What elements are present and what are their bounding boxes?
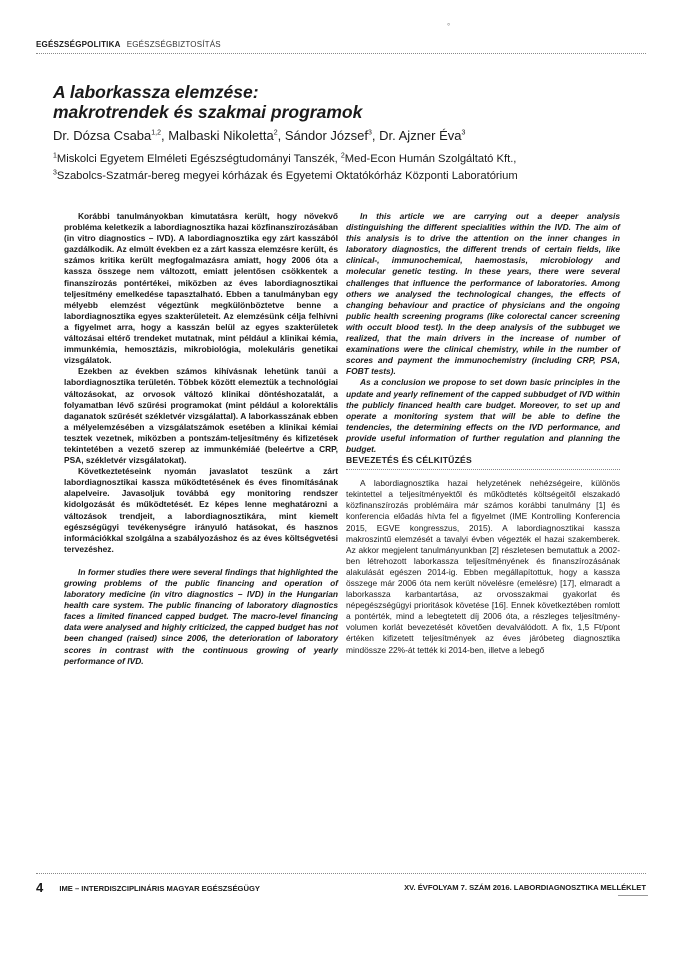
scan-mark-line <box>618 895 648 896</box>
body-paragraph: A labordiagnosztika hazai helyzetének nehézségeire, különös tekintettel a teljesítményektől és működtetés költségeitől elszakadó közfinanszírozás problémáira már számos korábbi tanulmány [1] és konferencia előadás hívta fel a figyelmet (IME Kontrolling Konferencia 2015, EGVE kongresszus, 2015). A labordiagnosztikai kassza makroszintű elemzését a tavalyi évben végezték el hazai szakemberek. Az akkor megjelent tanulmányunkban [2] részletesen bemutattuk a 2002-ben létrehozott laborkassza teljesítményének és finanszírozásának alakulását egészen 2014-ig. Ebben megállapítottuk, hogy a kassza összege már 2006 óta nem került növelésre (emelésre) [17], elmaradt a laborkassza karbantartása, az orvosszakmai gyakorlat és népegészségügyi prioritások követése [16]. Ennek következtében romlott a pontérték, mind a lebegtetett díj 2006 óta, a részleges teljesítmény-volumen korlát bevezetését követően devalválódott. A fix, 1,5 Ft/pont értéken kifizetett teljesítmények az éves járóbeteg diagnosztika mindössze 22%-át tették ki 2014-ben, illetve a lebegő <box>346 478 620 655</box>
affil-number: 2 <box>340 152 345 160</box>
issue-info: XV. ÉVFOLYAM 7. SZÁM 2016. LABORDIAGNOSZTIKA MELLÉKLET <box>404 883 646 892</box>
body-text <box>346 478 620 656</box>
author-affil-ref: 3 <box>461 129 466 137</box>
abstract-paragraph: In this article we are carrying out a deeper analysis distinguishing the different specialities within the IVD. The aim of this analysis is to drive the attention on the inner changes in laboratory diagnostics, the different trends of certain fields, like clinical-, immunochemical, haemostasis, microbiology and molecular genetic testing. In these years, there were several challenges that influence the performance of laboratories. Among others we analysed the technological changes, the effects of changing behaviour and practice of physicians and the ongoing public health screening programs (like colorectal cancer screening with occult blood test). In the deep analysis of the subbuget we realized, that the main drivers in the increase of number of examinations were the clinical chemistry, while in the number of scores and payment the immunochemistry (including CRP, PSA, FOBT tests). <box>346 211 620 377</box>
title-line-1: A laborkassza elemzése: <box>53 82 259 102</box>
scan-mark: ° <box>447 22 451 31</box>
author: Sándor József <box>284 128 368 143</box>
abstract-paragraph: Ezekben az években számos kihívásnak lehetünk tanúi a labordiagnosztika területén. Többek között elemeztük a technológiai változásokat, az orvosok változó klinikai döntéshozatalát, a folyamatban lévő szűrési programokat (mint például a kolorektális daganatok szűrését székletvér vizsgálattal). A laborkasszának ebben a mélyelemzésében a vizsgálatszámok esetében a klinikai kémiai tesztek vezetnek, miközben a pontszám-teljesítmény és kifizetések tekintetében a vezető szerep az immunkémiáé (beleértve a CRP, PSA, székletvér vizsgálatokat). <box>64 366 338 466</box>
abstract-paragraph: In former studies there were several findings that highlighted the growing problems of the public financing and operation of laboratory medicine (in vitro diagnostics – IVD) in the Hungarian health care system. The public financing of laboratory diagnostics faces a limited financed capped budget. The macro-level financing data were analysed and highly criticized, the capped budget has not been changed (raised) since 2006, the deterioration of laboratory scores in contrast with the continuous growing of yearly performance of IVD. <box>64 566 338 666</box>
article-title <box>53 82 613 122</box>
author-affil-ref: 2 <box>273 129 278 137</box>
journal-name: IME – INTERDISZCIPLINÁRIS MAGYAR EGÉSZSÉGÜGY <box>59 884 260 893</box>
running-header <box>36 40 646 49</box>
author: Dr. Dózsa Csaba <box>53 128 152 143</box>
english-abstract-start <box>64 567 338 667</box>
author-list: Dr. Dózsa Csaba$^{1,2}$, Malbaski Nikoletta$^2$, Sándor József$^3$, Dr. Ajzner Éva$^3$ <box>53 128 466 143</box>
title-line-2: makrotrendek és szakmai programok <box>53 102 363 122</box>
left-column <box>64 211 338 667</box>
author-affil-ref: 1,2 <box>151 129 161 137</box>
header-divider <box>36 53 646 54</box>
right-column <box>346 211 620 656</box>
affiliation: Med-Econ Humán Szolgáltató Kft., <box>344 153 517 165</box>
author: Dr. Ajzner Éva <box>379 128 462 143</box>
hungarian-abstract <box>64 211 338 555</box>
author-affil-ref: 3 <box>367 129 372 137</box>
affiliation: Szabolcs-Szatmár-bereg megyei kórházak és Egyetemi Oktatókórház Központi Laboratórium <box>56 170 518 182</box>
running-footer <box>36 880 646 895</box>
affiliations <box>53 151 653 185</box>
footer-divider <box>36 873 646 874</box>
abstract-paragraph: Következtetéseink nyomán javaslatot teszünk a zárt labordiagnosztikai kassza működtetésének és éves finomításának alapelveire. Javasoljuk továbbá egy monitoring rendszer kidolgozását és működtetését. Ez képes lenne meghatározni a változások trendjeit, a labordiagnosztikára, mint kiemelt egészségügyi tevékenységre irányuló hatásokat, és hasznos információkkal szolgálna a szabályozáshoz és az éves költségvetési tervezéshez. <box>64 466 338 554</box>
header-subsection: EGÉSZSÉGBIZTOSÍTÁS <box>126 40 221 49</box>
section-heading: BEVEZETÉS ÉS CÉLKITŰZÉS <box>346 455 620 470</box>
affil-number: 3 <box>53 169 57 177</box>
abstract-paragraph: As a conclusion we propose to set down basic principles in the update and yearly refinement of the capped subbudget of IVD within the publicly financed health care budget. Moreover, to set up and operate a monitoring system that will be able to define the tendencies, the determining effects on the IVD performance, and provide useful information of further regulation and planning the budget. <box>346 377 620 454</box>
abstract-paragraph: Korábbi tanulmányokban kimutatásra került, hogy növekvő probléma keletkezik a labordiagnosztika hazai közfinanszírozásában (in vitro diagnostics – IVD). A labordiagnosztika egy zárt kasszából gazdálkodik. Az elmúlt években ez a zárt kassza elemzésre került, és számos kritika került megfogalmazásra amiatt, hogy 2006 óta a kassza összege nem változott, emiatt jelentősen csökkentek a finanszírozás pontértékei, miközben az éves labordiagnosztikai teljesítmény emelkedése tapasztalható. Ebben a tanulmányban egy mélyebb elemzést végeztünk megkülönböztetve benne a labordiagnosztika egyes szakterületeit. Az elemzésünk célja felhívni a figyelmet arra, hogy a kasszán belül az egyes szakterületek változásai eltérő trendeket mutatnak, mint például a klinikai kémia, immunkémia, hemosztázis, mikrobiológia, molekuláris genetikai vizsgálatok. <box>64 211 338 366</box>
affiliation: Miskolci Egyetem Elméleti Egészségtudományi Tanszék, <box>56 153 338 165</box>
page-number: 4 <box>36 880 44 895</box>
english-abstract-continued <box>346 211 620 455</box>
affil-number: 1 <box>53 152 57 160</box>
author: Malbaski Nikoletta <box>168 128 274 143</box>
header-section: EGÉSZSÉGPOLITIKA <box>36 40 121 49</box>
